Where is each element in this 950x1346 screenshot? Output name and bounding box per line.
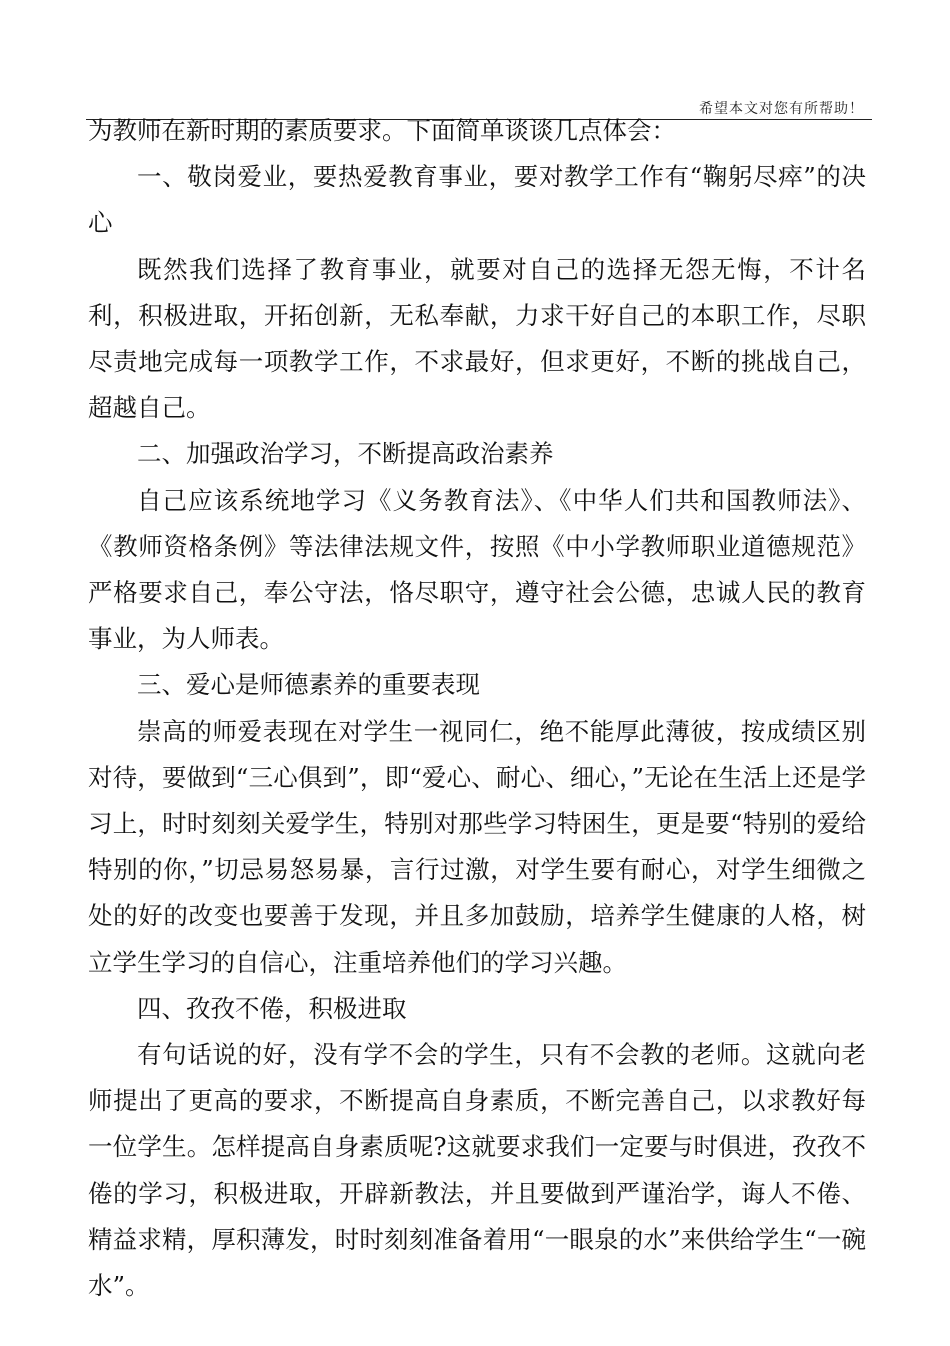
paragraph-intro: 为教师在新时期的素质要求。下面简单谈谈几点体会： bbox=[88, 116, 676, 145]
paragraph-section-4: 有句话说的好，没有学不会的学生，只有不会教的老师。这就向老师提出了更高的要求，不断提高自身素质，不断完善自己，以求教好每一位学生。怎样提高自身素质呢?这就要求我们一定要与时俱进，孜孜不倦的学习，积极进取，开辟新教法，并且要做到严谨治学，诲人不倦、精益求精，厚积薄发，时时刻刻准备着用“一眼泉的水”来供给学生“一碗水”。 bbox=[88, 1040, 866, 1301]
section-heading-3: 三、爱心是师德素养的重要表现 bbox=[137, 670, 480, 700]
paragraph-section-3: 崇高的师爱表现在对学生一视同仁，绝不能厚此薄彼，按成绩区别对待，要做到“三心俱到”，即“爱心、耐心、细心，”无论在生活上还是学习上，时时刻刻关爱学生，特别对那些学习特困生，更是要“特别的爱给特别的你，”切忌易怒易暴，言行过激，对学生要有耐心，对学生细微之处的好的改变也要善于发现，并且多加鼓励，培养学生健康的人格，树立学生学习的自信心，注重培养他们的学习兴趣。 bbox=[88, 716, 866, 977]
paragraph-section-1: 既然我们选择了教育事业，就要对自己的选择无怨无悔，不计名利，积极进取，开拓创新，无私奉献，力求干好自己的本职工作，尽职尽责地完成每一项教学工作，不求最好，但求更好，不断的挑战自己，超越自己。 bbox=[88, 254, 866, 423]
document-body bbox=[88, 108, 866, 1309]
header-note: 希望本文对您有所帮助！ bbox=[699, 101, 864, 117]
section-heading-1: 一、敬岗爱业，要热爱教育事业，要对教学工作有“鞠躬尽瘁”的决心 bbox=[88, 162, 866, 238]
paragraph-section-2: 自己应该系统地学习《义务教育法》、《中华人们共和国教师法》、《教师资格条例》等法律法规文件，按照《中小学教师职业道德规范》严格要求自己，奉公守法，恪尽职守，遵守社会公德，忠诚人民的教育事业，为人师表。 bbox=[88, 485, 866, 654]
section-heading-2: 二、加强政治学习，不断提高政治素养 bbox=[137, 439, 554, 469]
section-heading-4: 四、孜孜不倦，积极进取 bbox=[137, 993, 407, 1023]
